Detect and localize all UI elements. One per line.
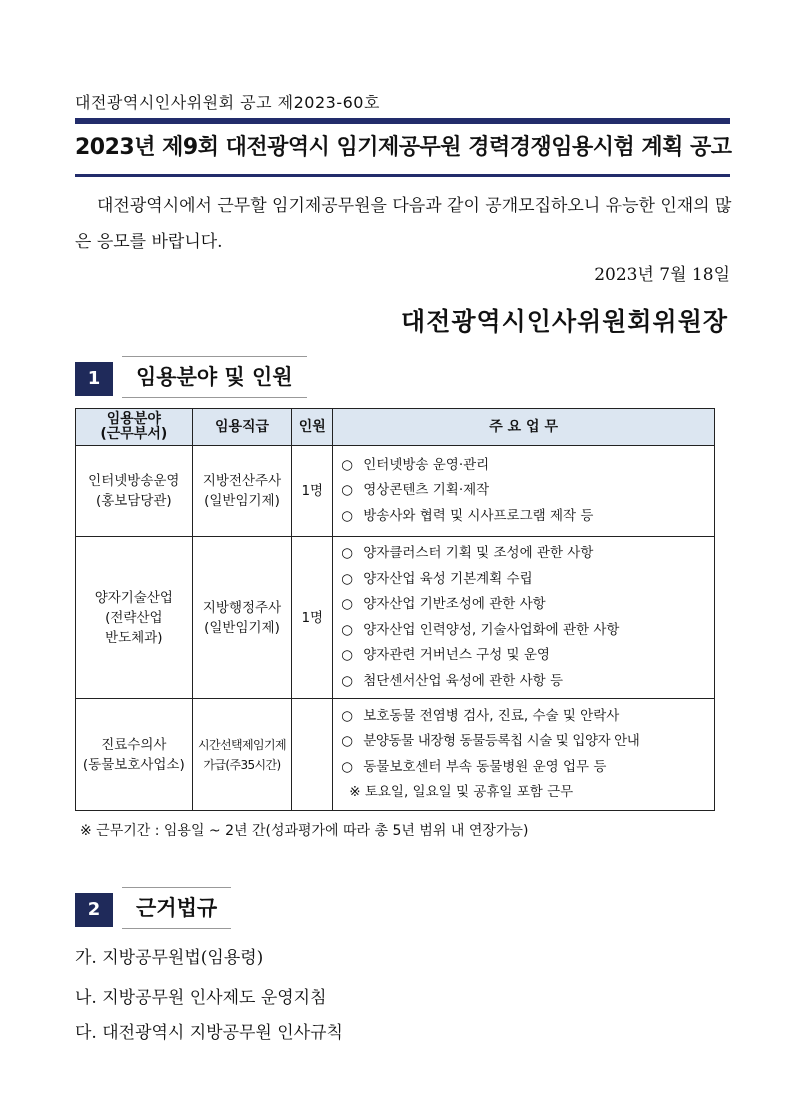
section-2-title: 근거법규	[122, 887, 231, 929]
cell-grade: 시간선택제임기제 가급(주35시간)	[192, 699, 292, 811]
duty-note: ※ 토요일, 일요일 및 공휴일 포함 근무	[349, 784, 574, 800]
duty-item: ○ 양자관련 거버넌스 구성 및 운영	[341, 647, 550, 663]
duty-item: ○ 양자산업 인력양성, 기술사업화에 관한 사항	[341, 621, 620, 638]
header-duties: 주 요 업 무	[333, 409, 715, 446]
duty-item: ○ 영상콘텐츠 기획·제작	[341, 482, 490, 499]
cell-count	[292, 699, 333, 811]
table-row	[76, 699, 715, 811]
cell-grade: 지방행정주사 (일반임기제)	[192, 537, 292, 699]
table-row	[76, 446, 715, 537]
recruitment-table	[75, 408, 715, 811]
cell-count: 1명	[292, 537, 333, 699]
work-period-footnote: ※ 근무기간 : 임용일 ~ 2년 간(성과평가에 따라 총 5년 범위 내 연장가능)	[80, 823, 529, 839]
header-field: 임용분야 (근무부서)	[76, 409, 193, 446]
title-top-rule	[75, 118, 730, 124]
signer: 대전광역시인사위원회위원장	[401, 307, 728, 336]
cell-field: 양자기술산업 (전략산업 반도체과)	[76, 537, 193, 699]
duty-item: ○ 동물보호센터 부속 동물병원 운영 업무 등	[341, 758, 607, 775]
notice-date: 2023년 7월 18일	[594, 265, 730, 285]
law-item: 나. 지방공무원 인사제도 운영지침	[75, 988, 327, 1008]
cell-field: 진료수의사 (동물보호사업소)	[76, 699, 193, 811]
duty-item: ○ 보호동물 전염병 검사, 진료, 수술 및 안락사	[341, 707, 620, 724]
duty-item: ○ 인터넷방송 운영·관리	[341, 456, 490, 473]
cell-field: 인터넷방송운영 (홍보담당관)	[76, 446, 193, 537]
title-bottom-rule	[75, 174, 730, 177]
table-header-row	[76, 409, 715, 446]
cell-duties	[333, 699, 715, 811]
law-item: 다. 대전광역시 지방공무원 인사규칙	[75, 1023, 343, 1043]
cell-count: 1명	[292, 446, 333, 537]
duty-item: ○ 첨단센서산업 육성에 관한 사항 등	[341, 672, 563, 689]
law-item: 가. 지방공무원법(임용령)	[75, 948, 264, 968]
duty-item: ○ 양자클러스터 기획 및 조성에 관한 사항	[341, 545, 594, 561]
duty-item: ○ 양자산업 기반조성에 관한 사항	[341, 596, 546, 612]
duty-item: ○ 양자산업 육성 기본계획 수립	[341, 570, 533, 587]
notice-number: 대전광역시인사위원회 공고 제2023-60호	[75, 93, 380, 112]
duty-item: ○ 방송사와 협력 및 시사프로그램 제작 등	[341, 507, 594, 524]
section-1-title: 임용분야 및 인원	[122, 356, 307, 398]
intro-paragraph: 대전광역시에서 근무할 임기제공무원을 다음과 같이 공개모집하오니 유능한 인재의 많은 응모를 바랍니다.	[75, 196, 732, 252]
cell-duties	[333, 446, 715, 537]
table-row	[76, 537, 715, 699]
cell-duties	[333, 537, 715, 699]
header-grade: 임용직급	[192, 409, 292, 446]
header-count: 인원	[292, 409, 333, 446]
page-title: 2023년 제9회 대전광역시 임기제공무원 경력경쟁임용시험 계획 공고	[75, 135, 732, 160]
cell-grade: 지방전산주사 (일반임기제)	[192, 446, 292, 537]
section-2-number: 2	[75, 893, 113, 927]
duty-item: ○ 분양동물 내장형 동물등록칩 시술 및 입양자 안내	[341, 733, 640, 749]
section-1-number: 1	[75, 362, 113, 396]
